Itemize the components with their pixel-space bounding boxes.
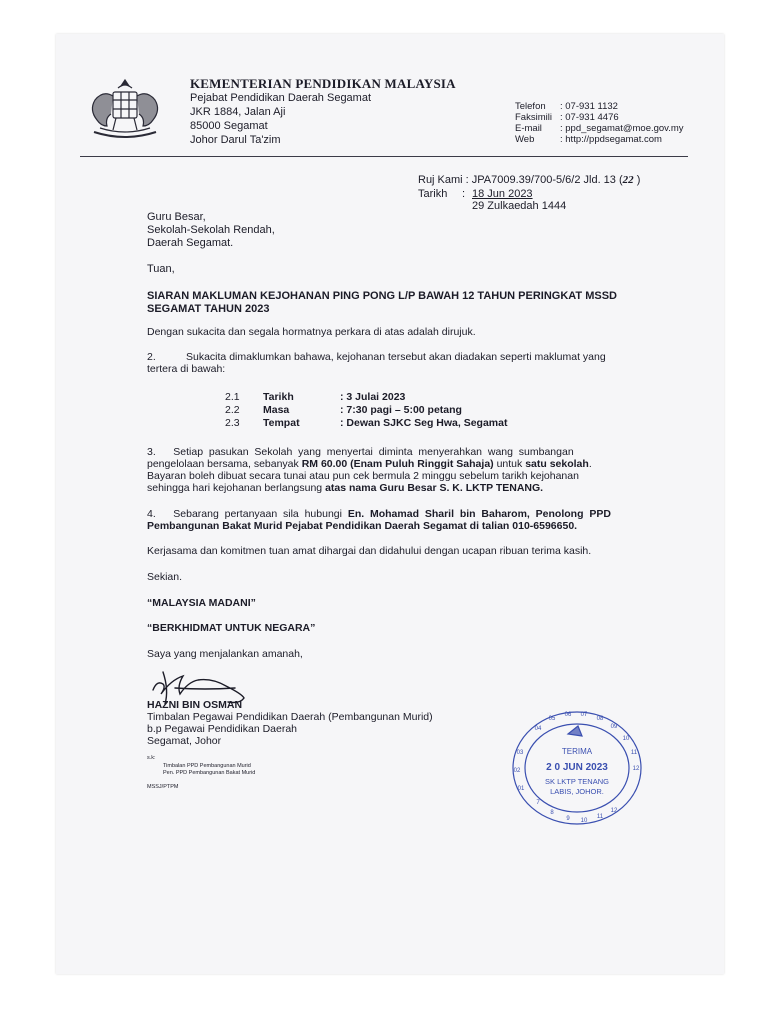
contact-value-web: : http://ppdsegamat.com	[560, 134, 662, 145]
svg-text:08: 08	[596, 716, 604, 722]
paragraph-3-line-4: sehingga hari kejohanan berlangsung atas nama Guru Besar S. K. LKTP TENANG.	[147, 482, 544, 494]
stamp-line-1: TERIMA	[561, 747, 593, 756]
cc-line-1: Timbalan PPD Pembangunan Murid	[163, 763, 251, 769]
reference-number: Ruj Kami : JPA7009.39/700-5/6/2 Jld. 13 (22 )	[418, 174, 641, 186]
detail-value-date: : 3 Julai 2023	[340, 391, 406, 403]
svg-text:9: 9	[566, 816, 570, 822]
detail-value-venue: : Dewan SJKC Seg Hwa, Segamat	[340, 417, 508, 429]
contact-value-fax: : 07-931 4476	[560, 112, 619, 123]
file-code: MSSJ/PTPM	[147, 784, 179, 790]
cc-label: s.k:	[147, 755, 156, 761]
date-colon: :	[462, 188, 466, 200]
recipient-line-3: Daerah Segamat.	[147, 237, 234, 249]
hijri-date: 29 Zulkaedah 1444	[472, 200, 567, 212]
detail-label-venue: Tempat	[263, 417, 300, 429]
svg-text:05: 05	[548, 716, 556, 722]
paragraph-2-line-2: tertera di bawah:	[147, 363, 226, 375]
cc-line-2: Pen. PPD Pembangunan Bakat Murid	[163, 770, 256, 776]
contact-value-phone: : 07-931 1132	[560, 101, 618, 112]
recipient-line-2: Sekolah-Sekolah Rendah,	[147, 224, 275, 236]
svg-text:7: 7	[536, 800, 540, 806]
stamp-line-3: SK LKTP TENANG	[545, 777, 609, 786]
paragraph-3-line-1: 3. Setiap pasukan Sekolah yang menyertai diminta menyerahkan wang sumbangan	[147, 446, 574, 458]
svg-text:01: 01	[517, 786, 525, 792]
detail-number: 2.2	[225, 404, 240, 416]
detail-label-time: Masa	[263, 404, 290, 416]
reference-handwritten-number: 22	[622, 174, 634, 186]
svg-text:12: 12	[610, 808, 618, 814]
svg-text:10: 10	[622, 736, 630, 742]
header-divider	[80, 156, 688, 157]
signatory-title-3: Segamat, Johor	[147, 735, 222, 747]
signatory-title-2: b.p Pegawai Pendidikan Daerah	[147, 723, 298, 735]
trust-line: Saya yang menjalankan amanah,	[147, 648, 303, 660]
date-value: 18 Jun 2023	[472, 188, 533, 200]
paragraph-5: Kerjasama dan komitmen tuan amat dihargai dan didahului dengan ucapan ribuan terima kasih.	[147, 545, 592, 557]
svg-text:11: 11	[596, 814, 604, 820]
subject-line-1: SIARAN MAKLUMAN KEJOHANAN PING PONG L/P BAWAH 12 TAHUN PERINGKAT MSSD	[147, 290, 617, 302]
svg-text:12: 12	[632, 766, 640, 772]
address-line-3: Johor Darul Ta'zim	[190, 134, 281, 146]
contact-label-phone: Telefon	[515, 101, 546, 112]
subject-line-2: SEGAMAT TAHUN 2023	[147, 303, 270, 315]
svg-text:04: 04	[534, 726, 542, 732]
signatory-name: HAZNI BIN OSMAN	[147, 699, 243, 711]
svg-text:03: 03	[516, 750, 524, 756]
detail-number: 2.1	[225, 391, 240, 403]
salutation: Tuan,	[147, 263, 175, 275]
signatory-title-1: Timbalan Pegawai Pendidikan Daerah (Pembangunan Murid)	[147, 711, 433, 723]
svg-text:09: 09	[610, 724, 618, 730]
office-name: Pejabat Pendidikan Daerah Segamat	[190, 92, 372, 104]
svg-text:02: 02	[513, 768, 521, 774]
slogan-berkhidmat: “BERKHIDMAT UNTUK NEGARA”	[147, 622, 316, 634]
contact-label-fax: Faksimili	[515, 112, 552, 123]
detail-number: 2.3	[225, 417, 240, 429]
detail-value-time: : 7:30 pagi – 5:00 petang	[340, 404, 462, 416]
address-line-1: JKR 1884, Jalan Aji	[190, 106, 286, 118]
malaysia-coat-of-arms-icon	[80, 76, 170, 146]
closing: Sekian.	[147, 571, 183, 583]
paragraph-3-line-3: Bayaran boleh dibuat secara tunai atau pun cek bermula 2 minggu sebelum tarikh kejohanan	[147, 470, 579, 482]
recipient-line-1: Guru Besar,	[147, 211, 206, 223]
paragraph-2-line-1: Sukacita dimaklumkan bahawa, kejohanan tersebut akan diadakan seperti maklumat yang	[186, 351, 606, 363]
stamp-date: 2 0 JUN 2023	[546, 762, 608, 773]
paragraph-4-line-2: Pembangunan Bakat Murid Pejabat Pendidikan Daerah Segamat di talian 010-6596650.	[147, 520, 578, 532]
detail-label-date: Tarikh	[263, 391, 294, 403]
received-stamp	[508, 708, 646, 828]
slogan-malaysia-madani: “MALAYSIA MADANI”	[147, 597, 256, 609]
svg-text:8: 8	[550, 810, 554, 816]
contact-value-email: : ppd_segamat@moe.gov.my	[560, 123, 684, 134]
svg-text:11: 11	[630, 750, 638, 756]
paragraph-4-line-1: 4. Sebarang pertanyaan sila hubungi En. Mohamad Sharil bin Baharom, Penolong PPD	[147, 508, 611, 520]
svg-text:06: 06	[564, 712, 572, 718]
contact-label-email: E-mail	[515, 123, 542, 134]
svg-text:07: 07	[580, 712, 588, 718]
address-line-2: 85000 Segamat	[190, 120, 268, 132]
paragraph-1: Dengan sukacita dan segala hormatnya perkara di atas adalah dirujuk.	[147, 326, 476, 338]
paragraph-3-line-2: pengelolaan bersama, sebanyak RM 60.00 (Enam Puluh Ringgit Sahaja) untuk satu sekolah.	[147, 458, 592, 470]
paragraph-2-number: 2.	[147, 351, 156, 363]
contact-label-web: Web	[515, 134, 535, 145]
svg-text:10: 10	[580, 818, 588, 824]
org-name: KEMENTERIAN PENDIDIKAN MALAYSIA	[190, 76, 456, 91]
stamp-line-4: LABIS, JOHOR.	[550, 787, 604, 796]
date-label: Tarikh	[418, 188, 448, 200]
